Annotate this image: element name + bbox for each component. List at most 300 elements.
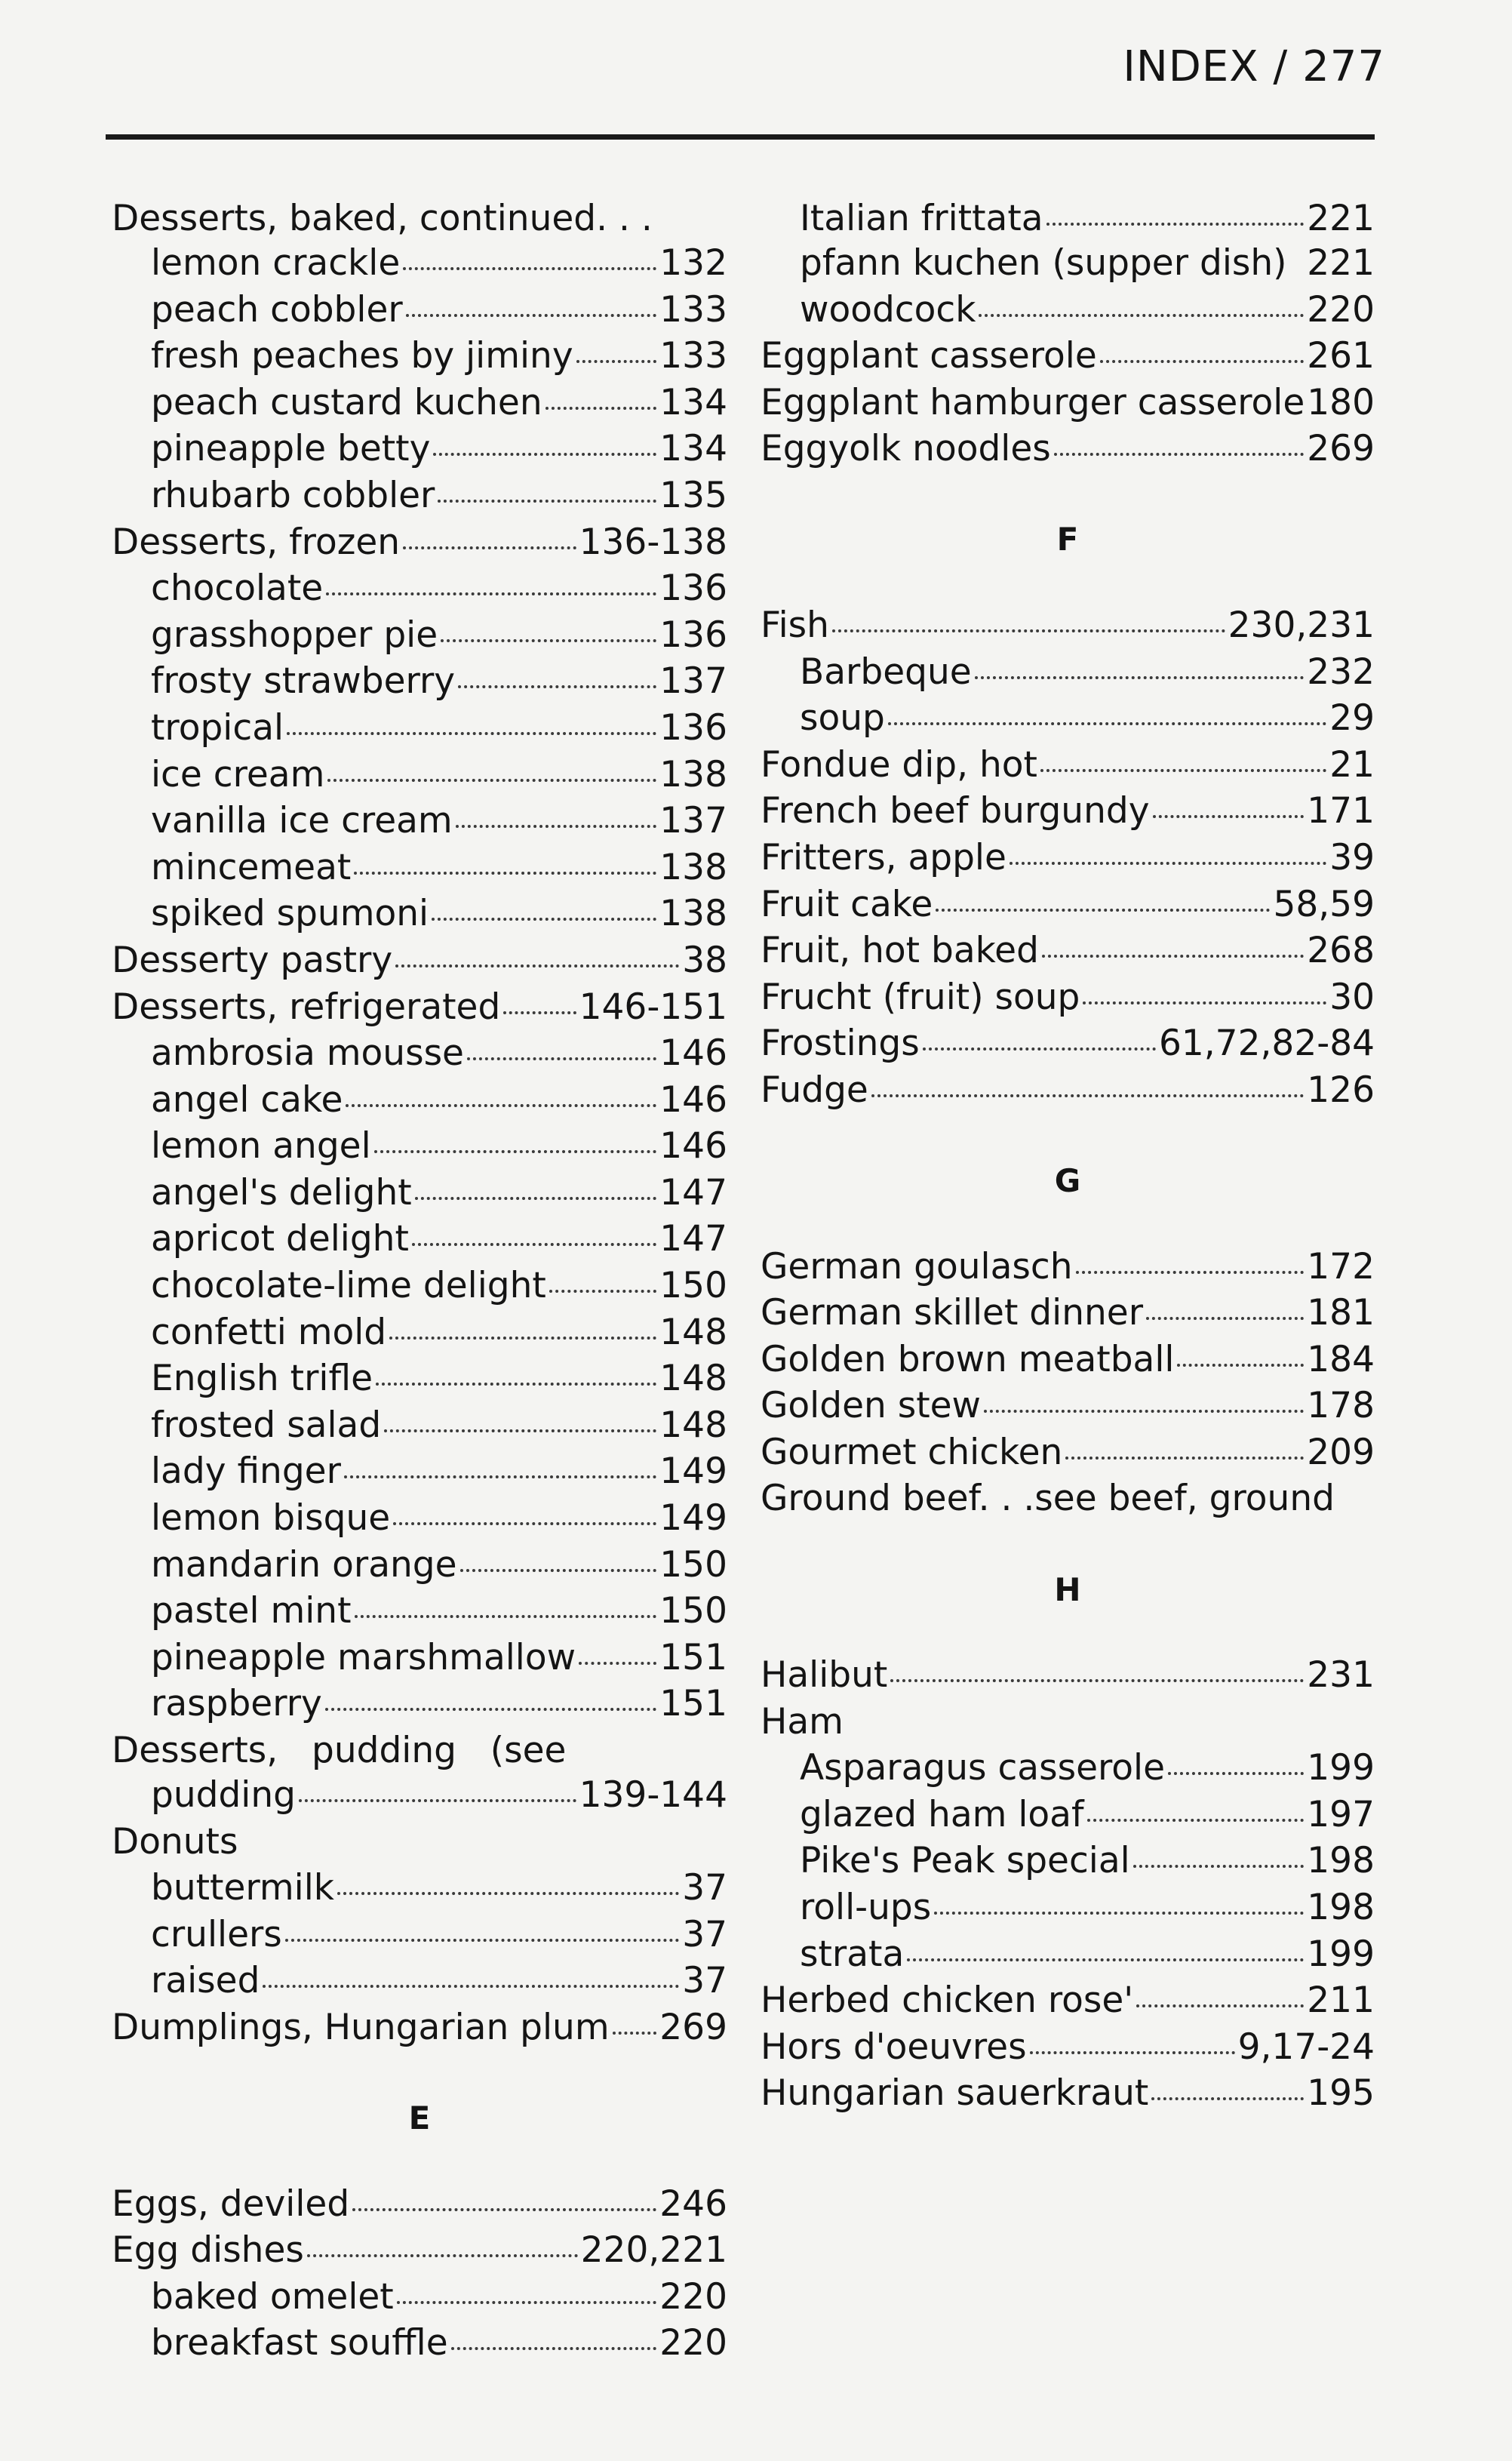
entry-page-number: 146	[659, 1078, 727, 1121]
entry-page-number: 39	[1329, 836, 1375, 878]
index-entry	[761, 977, 1375, 1023]
entry-term: Fish	[761, 604, 829, 646]
leader-dots	[1030, 2051, 1235, 2054]
entry-term: chocolate	[151, 568, 324, 610]
entry-page-number: 149	[659, 1497, 727, 1540]
leader-dots	[1040, 769, 1326, 772]
entry-term: tropical	[151, 706, 284, 749]
entry-page-number: 178	[1307, 1385, 1375, 1427]
index-entry	[112, 2183, 727, 2230]
section-letter: E	[408, 2100, 431, 2137]
leader-dots	[354, 872, 656, 875]
entry-term: Ham	[761, 1700, 844, 1743]
entry-term: Golden stew	[761, 1385, 981, 1427]
entry-term: lemon angel	[151, 1125, 371, 1167]
index-entry	[761, 1887, 1375, 1933]
leader-dots	[346, 1104, 656, 1107]
entry-page-number: 221	[1307, 242, 1375, 284]
index-entry	[761, 744, 1375, 791]
section-letter: G	[1054, 1162, 1081, 1199]
index-entry	[112, 1265, 727, 1312]
index-entry	[112, 198, 727, 242]
entry-page-number: 37	[682, 1913, 727, 1955]
entry-page-number: 261	[1307, 335, 1375, 377]
index-entry	[112, 1683, 727, 1730]
section-letter: H	[1054, 1570, 1081, 1608]
entry-page-number: 146	[659, 1032, 727, 1075]
leader-dots	[907, 1958, 1304, 1961]
leader-dots	[384, 1429, 656, 1432]
index-entry	[761, 198, 1375, 242]
entry-page-number: 30	[1329, 976, 1375, 1018]
leader-dots	[456, 825, 657, 828]
entry-term: buttermilk	[151, 1867, 335, 1909]
entry-page-number: 139-144	[579, 1774, 727, 1816]
index-entry	[761, 1840, 1375, 1887]
index-entry	[761, 651, 1375, 698]
leader-dots	[934, 1912, 1304, 1915]
leader-dots	[613, 2032, 657, 2035]
entry-term: Eggs, deviled	[112, 2183, 350, 2225]
index-entry	[112, 1730, 727, 1774]
leader-dots	[1146, 1317, 1304, 1320]
entry-page-number: 220,221	[580, 2229, 727, 2272]
leader-dots	[285, 1939, 679, 1942]
index-entry	[761, 837, 1375, 884]
leader-dots	[1177, 1364, 1304, 1367]
entry-term: pfann kuchen (supper dish)	[800, 242, 1287, 284]
leader-dots	[467, 1057, 656, 1060]
leader-dots	[1136, 2004, 1304, 2007]
index-entry	[761, 2026, 1375, 2073]
leader-dots	[1153, 815, 1305, 818]
entry-term: rhubarb cobbler	[151, 474, 435, 516]
index-entry	[112, 1497, 727, 1544]
leader-dots	[432, 918, 656, 921]
index-entry	[112, 800, 727, 847]
index-entry	[761, 1701, 1375, 1748]
entry-term: French beef burgundy	[761, 790, 1150, 832]
index-entry	[761, 1339, 1375, 1386]
entry-page-number: 198	[1307, 1887, 1375, 1929]
leader-dots	[579, 1662, 656, 1665]
leader-dots	[1054, 453, 1305, 456]
leader-dots	[299, 1799, 576, 1802]
index-entry	[112, 1312, 727, 1358]
leader-dots	[503, 1011, 576, 1014]
leader-dots	[984, 1410, 1304, 1413]
leader-dots	[395, 964, 679, 967]
index-entry	[761, 884, 1375, 931]
entry-page-number: 232	[1307, 651, 1375, 693]
leader-dots	[374, 1150, 657, 1153]
entry-page-number: 147	[659, 1171, 727, 1214]
leader-dots	[412, 1243, 656, 1246]
leader-dots	[1065, 1457, 1304, 1460]
entry-term: English trifle	[151, 1358, 373, 1400]
index-entry	[112, 521, 727, 568]
index-entry	[112, 568, 727, 614]
entry-page-number: 148	[659, 1311, 727, 1353]
entry-page-number: 126	[1307, 1069, 1375, 1111]
leader-dots	[433, 453, 656, 456]
leader-dots	[549, 1290, 656, 1293]
entry-page-number: 198	[1307, 1840, 1375, 1882]
entry-term: Fudge	[761, 1069, 868, 1111]
entry-page-number: 150	[659, 1543, 727, 1586]
leader-dots	[890, 1679, 1304, 1682]
entry-page-number: 150	[659, 1265, 727, 1307]
index-entry	[761, 289, 1375, 336]
entry-page-number: 132	[659, 242, 727, 284]
entry-page-number: 246	[659, 2183, 727, 2225]
leader-dots	[1151, 2097, 1304, 2100]
leader-dots	[1087, 1819, 1305, 1822]
index-entry	[112, 1218, 727, 1265]
index-entry	[112, 2276, 727, 2323]
entry-term: Eggplant hamburger casserole	[761, 381, 1305, 423]
entry-page-number: 269	[659, 2006, 727, 2048]
index-entry	[761, 1292, 1375, 1339]
entry-term: Desserty pastry	[112, 939, 393, 981]
entry-page-number: 149	[659, 1450, 727, 1493]
entry-term: German goulasch	[761, 1245, 1073, 1287]
index-entry	[761, 1023, 1375, 1069]
index-entry	[112, 660, 727, 707]
leader-dots	[1168, 1772, 1304, 1775]
entry-term: Golden brown meatball	[761, 1338, 1175, 1380]
leader-dots	[979, 314, 1304, 317]
entry-term: woodcock	[800, 288, 976, 331]
entry-term: lemon crackle	[151, 242, 401, 284]
leader-dots	[1010, 862, 1326, 865]
entry-page-number: 150	[659, 1590, 727, 1632]
index-entry	[112, 893, 727, 940]
leader-dots	[344, 1475, 656, 1478]
entry-page-number: 61,72,82-84	[1158, 1023, 1375, 1065]
index-entry	[761, 1933, 1375, 1980]
leader-dots	[352, 2208, 656, 2211]
index-entry	[112, 242, 727, 289]
index-entry	[112, 1079, 727, 1126]
index-entry	[112, 2322, 727, 2369]
leader-dots	[326, 592, 656, 595]
index-entry	[112, 1914, 727, 1961]
leader-dots	[389, 1337, 656, 1340]
entry-term: Hors d'oeuvres	[761, 2026, 1027, 2068]
entry-term: Halibut	[761, 1654, 888, 1697]
leader-dots	[403, 546, 576, 549]
index-entry	[112, 1821, 727, 1868]
entry-page-number: 220	[659, 2275, 727, 2318]
entry-page-number: 211	[1307, 1980, 1375, 2022]
entry-page-number: 221	[1307, 198, 1375, 239]
entry-page-number: 134	[659, 381, 727, 423]
leader-dots	[403, 267, 656, 270]
index-entry	[761, 1069, 1375, 1116]
entry-term: mandarin orange	[151, 1543, 457, 1586]
entry-page-number: 138	[659, 893, 727, 935]
entry-page-number: 148	[659, 1404, 727, 1446]
entry-page-number: 197	[1307, 1793, 1375, 1835]
left-column	[112, 198, 727, 2369]
index-entry	[761, 1747, 1375, 1794]
entry-page-number: 199	[1307, 1933, 1375, 1975]
leader-dots	[355, 1615, 657, 1618]
entry-page-number: 38	[682, 939, 727, 981]
leader-dots	[545, 407, 657, 410]
leader-dots	[393, 1522, 656, 1525]
entry-page-number: 136-138	[579, 521, 727, 563]
entry-page-number: 136	[659, 614, 727, 656]
entry-page-number: 37	[682, 1960, 727, 2002]
index-entry	[761, 604, 1375, 651]
entry-page-number: 135	[659, 474, 727, 516]
entry-term: chocolate-lime delight	[151, 1265, 546, 1307]
entry-term: Desserts, frozen	[112, 521, 401, 563]
entry-term: frosted salad	[151, 1404, 382, 1446]
leader-dots	[871, 1094, 1304, 1097]
header-rule	[106, 134, 1375, 140]
leader-dots	[1083, 1001, 1326, 1004]
entry-page-number: 220	[659, 2322, 727, 2364]
entry-page-number: 181	[1307, 1292, 1375, 1334]
entry-term: Frostings	[761, 1023, 920, 1065]
leader-dots	[441, 639, 656, 642]
entry-page-number: 172	[1307, 1245, 1375, 1287]
entry-term: raised	[151, 1960, 260, 2002]
entry-term: raspberry	[151, 1683, 322, 1725]
entry-term: pineapple marshmallow	[151, 1636, 576, 1678]
entry-term: angel cake	[151, 1078, 343, 1121]
entry-page-number: 195	[1307, 2072, 1375, 2115]
index-entry	[112, 1125, 727, 1172]
entry-term: Barbeque	[800, 651, 972, 693]
leader-dots	[460, 1569, 657, 1572]
index-entry	[761, 790, 1375, 837]
index-entry	[761, 1246, 1375, 1293]
entry-page-number: 133	[659, 288, 727, 331]
entry-term: mincemeat	[151, 846, 352, 888]
leader-dots	[1100, 360, 1305, 363]
index-entry	[112, 1960, 727, 2007]
leader-dots	[832, 629, 1225, 632]
entry-page-number: 230,231	[1228, 604, 1375, 646]
entry-term: Desserts, pudding (see	[112, 1730, 567, 1771]
entry-term: glazed ham loaf	[800, 1793, 1084, 1835]
index-entry	[112, 1590, 727, 1637]
leader-dots	[415, 1197, 657, 1200]
leader-dots	[888, 722, 1326, 725]
entry-page-number: 138	[659, 753, 727, 795]
entry-term: ambrosia mousse	[151, 1032, 464, 1075]
leader-dots	[287, 732, 656, 735]
index-entry	[112, 754, 727, 801]
entry-page-number: 21	[1329, 743, 1375, 786]
entry-term: Donuts	[112, 1820, 238, 1863]
entry-term: Gourmet chicken	[761, 1431, 1063, 1473]
entry-term: soup	[800, 697, 885, 740]
entry-term: fresh peaches by jiminy	[151, 335, 573, 377]
leader-dots	[376, 1383, 656, 1386]
entry-page-number: 136	[659, 568, 727, 610]
entry-term: Fritters, apple	[761, 836, 1006, 878]
entry-term: confetti mold	[151, 1311, 387, 1353]
entry-page-number: 29	[1329, 697, 1375, 740]
index-entry	[112, 1774, 727, 1821]
entry-term: grasshopper pie	[151, 614, 438, 656]
index-entry	[761, 1980, 1375, 2026]
entry-term: Desserts, refrigerated	[112, 986, 501, 1028]
entry-page-number: 137	[659, 800, 727, 842]
entry-term: spiked spumoni	[151, 893, 429, 935]
leader-dots	[1133, 1865, 1305, 1868]
entry-term: Herbed chicken rose'	[761, 1980, 1134, 2022]
leader-dots	[337, 1892, 679, 1895]
leader-dots	[936, 909, 1270, 912]
entry-page-number: 147	[659, 1218, 727, 1260]
entry-term: vanilla ice cream	[151, 800, 453, 842]
entry-page-number: 138	[659, 846, 727, 888]
index-entry	[112, 986, 727, 1033]
entry-page-number: 269	[1307, 428, 1375, 470]
entry-term: Eggyolk noodles	[761, 428, 1051, 470]
entry-term: lady finger	[151, 1450, 341, 1493]
entry-term: apricot delight	[151, 1218, 409, 1260]
leader-dots	[327, 779, 656, 782]
entry-term: Asparagus casserole	[800, 1747, 1165, 1789]
entry-page-number: 136	[659, 706, 727, 749]
entry-page-number: 146	[659, 1125, 727, 1167]
entry-page-number: 148	[659, 1358, 727, 1400]
leader-dots	[307, 2254, 578, 2257]
entry-term: Italian frittata	[800, 198, 1043, 239]
entry-term: peach custard kuchen	[151, 381, 542, 423]
section-letter: F	[1056, 521, 1079, 558]
index-entry	[761, 697, 1375, 744]
leader-dots	[438, 500, 656, 503]
index-entry	[112, 707, 727, 754]
index-entry	[761, 1432, 1375, 1478]
entry-page-number: 9,17-24	[1237, 2026, 1375, 2068]
entry-term: Egg dishes	[112, 2229, 304, 2272]
entry-page-number: 184	[1307, 1338, 1375, 1380]
leader-dots	[263, 1985, 679, 1988]
index-entry	[112, 1404, 727, 1451]
entry-term: crullers	[151, 1913, 282, 1955]
entry-page-number: 231	[1307, 1654, 1375, 1697]
index-entry	[112, 614, 727, 661]
entry-term: lemon bisque	[151, 1497, 391, 1540]
index-entry	[761, 335, 1375, 382]
leader-dots	[576, 360, 657, 363]
index-entry	[761, 1654, 1375, 1701]
entry-page-number: 58,59	[1273, 883, 1375, 925]
index-entry	[761, 1794, 1375, 1841]
entry-term: peach cobbler	[151, 288, 403, 331]
index-entry	[761, 1385, 1375, 1432]
leader-dots	[1042, 955, 1304, 958]
leader-dots	[325, 1708, 656, 1711]
entry-page-number: 137	[659, 660, 727, 703]
entry-term: angel's delight	[151, 1171, 412, 1214]
index-entry	[761, 428, 1375, 475]
page-header: INDEX / 277	[1123, 42, 1385, 91]
entry-term: pudding	[151, 1774, 296, 1816]
entry-term: Eggplant casserole	[761, 335, 1097, 377]
entry-page-number: 268	[1307, 930, 1375, 972]
index-entry	[761, 242, 1375, 289]
index-entry	[112, 428, 727, 475]
entry-page-number: 37	[682, 1867, 727, 1909]
entry-page-number: 220	[1307, 288, 1375, 331]
entry-page-number: 199	[1307, 1747, 1375, 1789]
index-entry	[112, 335, 727, 382]
leader-dots	[1076, 1271, 1305, 1274]
entry-term: pastel mint	[151, 1590, 352, 1632]
index-entry	[112, 289, 727, 336]
leader-dots	[458, 685, 656, 688]
index-entry	[112, 940, 727, 986]
index-entry	[112, 475, 727, 521]
leader-dots	[451, 2347, 657, 2350]
entry-term: Hungarian sauerkraut	[761, 2072, 1149, 2115]
entry-term: baked omelet	[151, 2275, 394, 2318]
entry-page-number: 151	[659, 1636, 727, 1678]
index-entry	[761, 382, 1375, 429]
entry-term: Fruit, hot baked	[761, 930, 1039, 972]
entry-page-number: 133	[659, 335, 727, 377]
entry-term: German skillet dinner	[761, 1292, 1144, 1334]
entry-term: strata	[800, 1933, 905, 1975]
entry-term: ice cream	[151, 753, 325, 795]
index-entry	[112, 1544, 727, 1591]
index-entry	[112, 1637, 727, 1684]
entry-page-number: 171	[1307, 790, 1375, 832]
index-entry	[112, 2229, 727, 2276]
entry-term: breakfast souffle	[151, 2322, 448, 2364]
entry-term: roll-ups	[800, 1887, 932, 1929]
leader-dots	[406, 314, 657, 317]
index-entry	[112, 1867, 727, 1914]
entry-page-number: 146-151	[579, 986, 727, 1028]
entry-page-number: 151	[659, 1683, 727, 1725]
index-entry	[112, 1032, 727, 1079]
entry-page-number: 209	[1307, 1431, 1375, 1473]
entry-term: Fondue dip, hot	[761, 743, 1037, 786]
right-column	[761, 198, 1375, 2119]
leader-dots	[975, 676, 1305, 679]
index-entry	[112, 847, 727, 894]
index-entry	[112, 1450, 727, 1497]
leader-dots	[1046, 223, 1305, 226]
entry-term: Fruit cake	[761, 883, 933, 925]
index-entry	[761, 1478, 1375, 1524]
entry-term: Frucht (fruit) soup	[761, 976, 1080, 1018]
entry-term: frosty strawberry	[151, 660, 456, 703]
entry-term: Desserts, baked, continued. . .	[112, 198, 653, 239]
index-entry	[761, 930, 1375, 977]
entry-page-number: 134	[659, 428, 727, 470]
index-entry	[112, 382, 727, 429]
leader-dots	[397, 2301, 657, 2304]
index-entry	[112, 2007, 727, 2053]
index-entry	[761, 2072, 1375, 2119]
entry-term: Dumplings, Hungarian plum	[112, 2006, 610, 2048]
index-entry	[112, 1358, 727, 1404]
entry-page-number: 180	[1307, 381, 1375, 423]
entry-term: pineapple betty	[151, 428, 431, 470]
